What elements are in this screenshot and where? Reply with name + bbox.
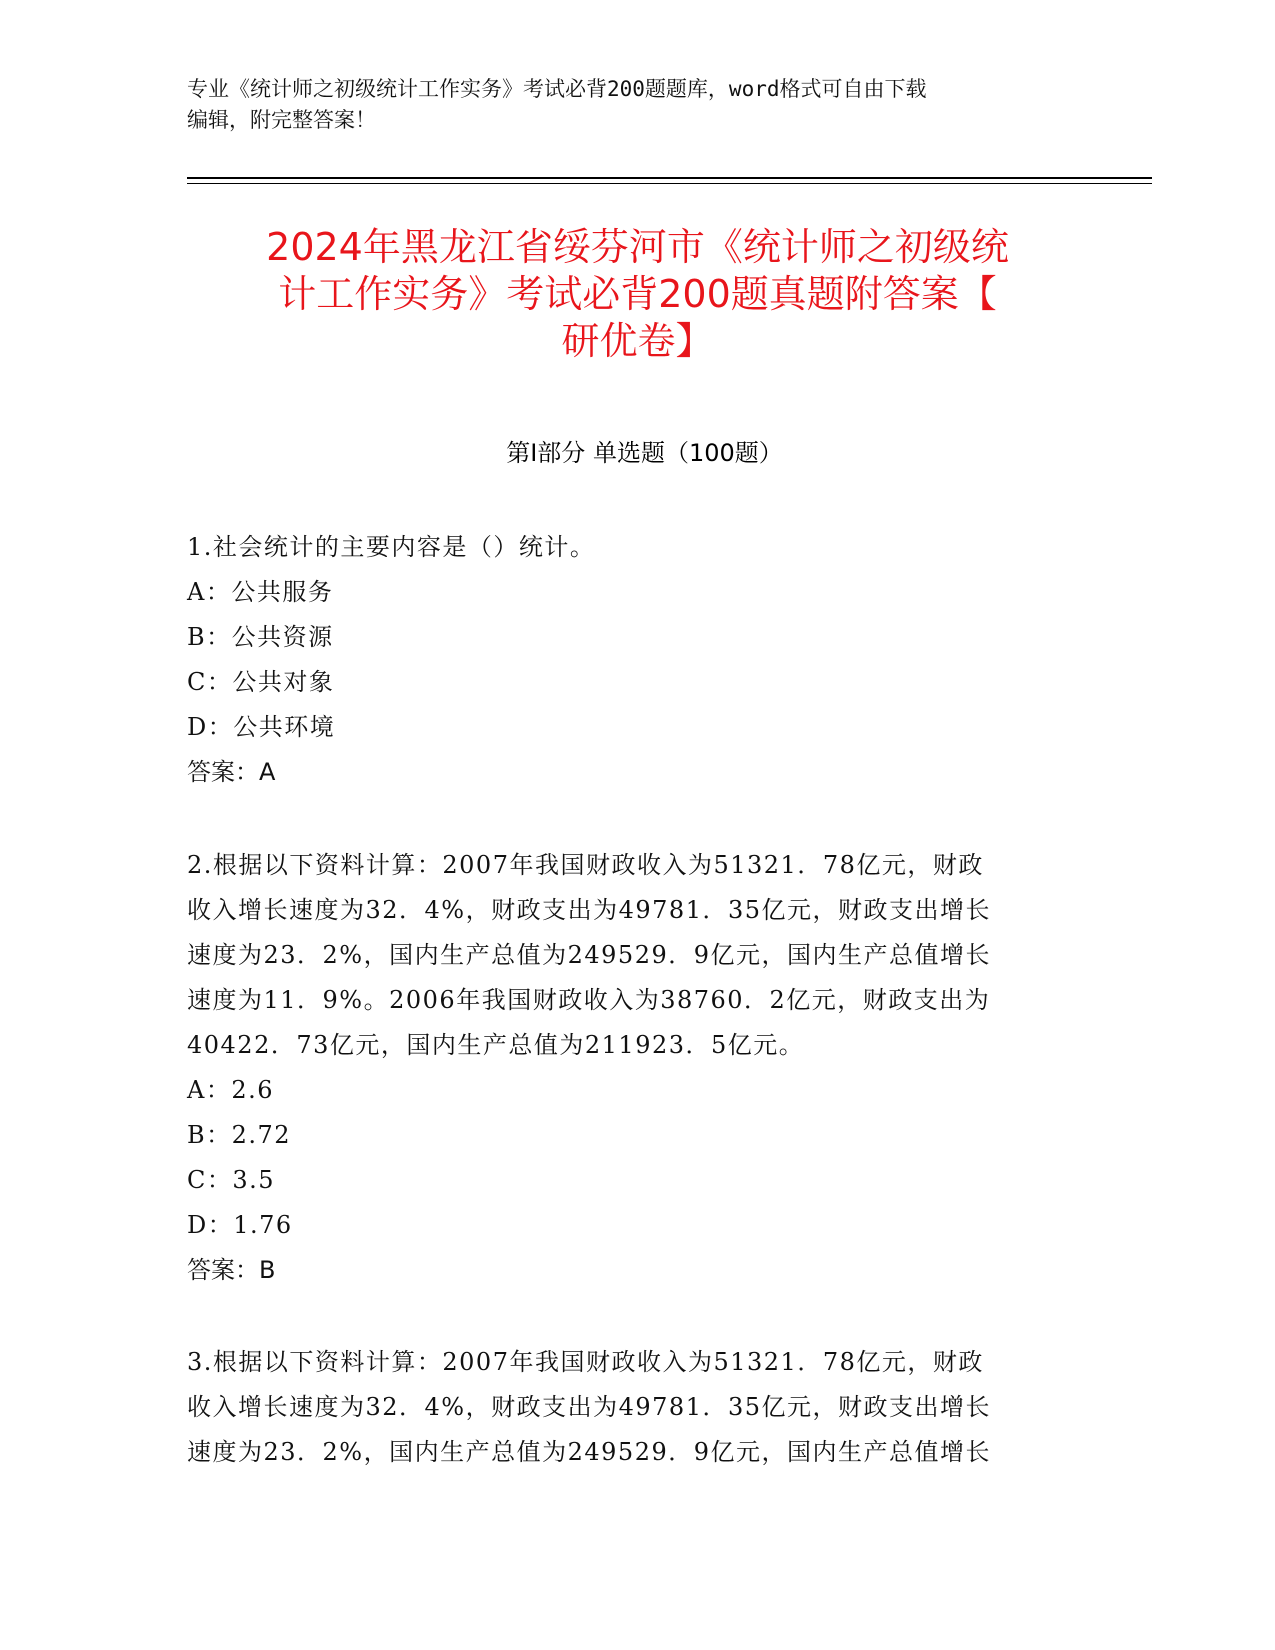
header-note: [187, 74, 1087, 136]
question-3: [187, 1340, 1067, 1475]
question-stem-line: 2.根据以下资料计算：2007年我国财政收入为51321．78亿元，财政: [187, 851, 984, 879]
document-title: [180, 224, 1095, 365]
option-a: A：2.6: [187, 1076, 274, 1104]
question-2: [187, 843, 1067, 1293]
header-divider-thick: [187, 177, 1152, 179]
option-c: C：3.5: [187, 1166, 276, 1194]
question-stem-line: 40422．73亿元，国内生产总值为211923．5亿元。: [187, 1031, 805, 1059]
title-line: 计工作实务》考试必背200题真题附答案【: [278, 272, 997, 316]
question-stem-line: 收入增长速度为32．4%，财政支出为49781．35亿元，财政支出增长: [187, 1393, 991, 1421]
question-stem-line: 速度为23．2%，国内生产总值为249529．9亿元，国内生产总值增长: [187, 1438, 991, 1466]
option-a: A：公共服务: [187, 578, 334, 606]
answer-line: 答案：B: [187, 1256, 276, 1284]
question-1: [187, 525, 1067, 795]
question-stem-line: 3.根据以下资料计算：2007年我国财政收入为51321．78亿元，财政: [187, 1348, 984, 1376]
section-heading: 第I部分 单选题（100题）: [506, 439, 783, 467]
question-stem-line: 速度为23．2%，国内生产总值为249529．9亿元，国内生产总值增长: [187, 941, 991, 969]
option-b: B：2.72: [187, 1121, 292, 1149]
option-c: C：公共对象: [187, 668, 335, 696]
question-stem: 1.社会统计的主要内容是（）统计。: [187, 533, 596, 561]
title-line: 研优卷】: [561, 319, 714, 363]
option-d: D：公共环境: [187, 713, 336, 741]
header-note-line: 专业《统计师之初级统计工作实务》考试必背200题题库，word格式可自由下载: [187, 77, 927, 101]
header-note-line: 编辑，附完整答案！: [187, 108, 376, 132]
question-stem-line: 速度为11．9%。2006年我国财政收入为38760．2亿元，财政支出为: [187, 986, 991, 1014]
option-b: B：公共资源: [187, 623, 334, 651]
header-divider-thin: [187, 183, 1152, 184]
answer-line: 答案：A: [187, 758, 276, 786]
title-line: 2024年黑龙江省绥芬河市《统计师之初级统: [266, 225, 1009, 269]
question-stem-line: 收入增长速度为32．4%，财政支出为49781．35亿元，财政支出增长: [187, 896, 991, 924]
option-d: D：1.76: [187, 1211, 293, 1239]
